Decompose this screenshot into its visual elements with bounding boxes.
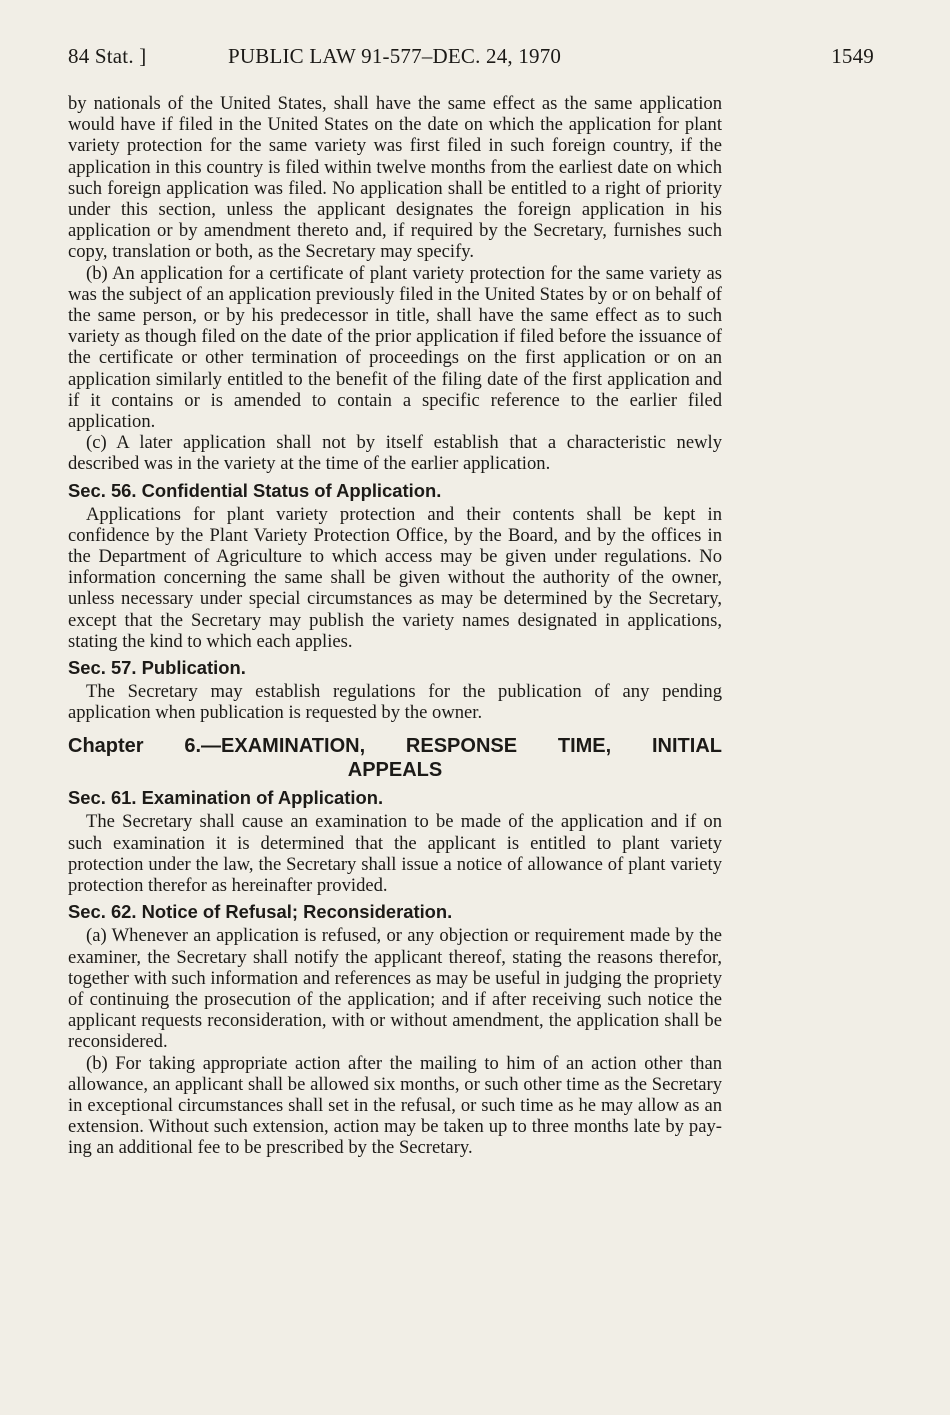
- section-62-heading: Sec. 62. Notice of Refusal; Reconsideration.: [68, 901, 453, 923]
- chapter-6-heading-line1: Chapter 6.—EXAMINATION, RESPONSE TIME, INITIAL: [68, 735, 722, 758]
- paragraph-continuation: by nationals of the United States, shall have the same effect as the same application would have if filed in the United States on the date on which the application for plant variety protection for the same variety was first filed in such foreign country, if the application in this country is filed within twelve months from the earliest date on which such foreign application was filed. No application shall be entitled to a right of priority under this section, unless the applicant designates the foreign application in his application or by amendment thereto and, if required by the Secretary, furnishes such copy, translation or both, as the Secretary may specify.: [68, 93, 722, 263]
- chapter-6-heading: [68, 734, 722, 782]
- page-header: [68, 44, 874, 70]
- public-law-title: PUBLIC LAW 91-577–DEC. 24, 1970: [228, 44, 562, 68]
- paragraph-c: (c) A later application shall not by itself establish that a characteristic newly described was in the variety at the time of the earlier application.: [68, 432, 722, 475]
- section-57-heading: Sec. 57. Publication.: [68, 657, 246, 679]
- section-57-text: The Secretary may establish regulations for the publication of any pending application when publication is requested by the owner.: [68, 681, 722, 724]
- section-56-heading: Sec. 56. Confidential Status of Application.: [68, 479, 442, 501]
- section-61-heading: Sec. 61. Examination of Application.: [68, 787, 384, 809]
- section-61-text: The Secretary shall cause an examination to be made of the application and if on such examination it is determined that the applicant is entitled to plant variety protection under the law, the Secretary shall issue a notice of allowance of plant variety protection therefor as hereinafter provided.: [68, 811, 722, 897]
- document-body: [68, 93, 722, 1159]
- section-62-paragraph-a: (a) Whenever an application is refused, or any objection or requirement made by the examiner, the Secretary shall notify the applicant thereof, stating the reasons therefor, together with such information and references as may be useful in judging the propriety of continuing the prosecution of the application; and if after receiving such notice the applicant requests reconsideration, with or without amendment, the application shall be reconsidered.: [68, 925, 722, 1053]
- page-number: 1549: [831, 44, 874, 68]
- section-56-text: Applications for plant variety protection and their contents shall be kept in confidence by the Plant Variety Protection Office, by the Board, and by the offices in the Department of Agriculture to which access may be given under regulations. No information concerning the same shall be given without the authority of the owner, unless necessary under special circumstances as may be determined by the Secretary, except that the Secretary may publish the variety names designated in applications, stating the kind to which each applies.: [68, 503, 722, 652]
- chapter-6-heading-line2: APPEALS: [347, 759, 443, 782]
- statute-reference: 84 Stat. ]: [68, 44, 147, 68]
- paragraph-b: (b) An application for a certificate of plant variety protection for the same variety as was the subject of an application previously filed in the United States by or on behalf of the same person, or by his predecessor in title, shall have the same effect as to such variety as though filed on the date of the prior application if filed before the issuance of the certificate or other termination of proceedings on the first application or on an application similarly entitled to the benefit of the filing date of the first application and if it contains or is amended to contain a specific reference to the earlier filed application.: [68, 262, 722, 433]
- section-62-paragraph-b: (b) For taking appropriate action after the mailing to him of an action other than allowance, an applicant shall be allowed six months, or such other time as the Secretary in exceptional circumstances shall set in the refusal, or such time as he may allow as an extension. Without such extension, action may be taken up to three months late by paying an additional fee to be prescribed by the Secretary.: [68, 1052, 722, 1159]
